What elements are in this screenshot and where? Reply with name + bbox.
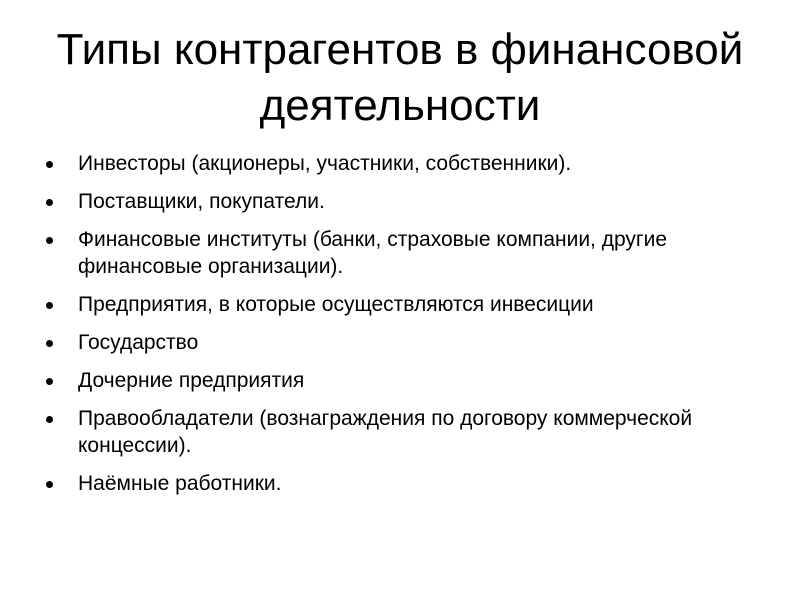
bullet-item-financial-institutions — [44, 226, 764, 280]
bullet-item-state — [44, 329, 764, 356]
bullet-icon — [46, 378, 53, 385]
bullet-list — [44, 150, 764, 508]
bullet-icon — [46, 199, 53, 206]
bullet-text: Инвесторы (акционеры, участники, собственники). — [78, 152, 572, 175]
bullet-item-investors — [44, 150, 764, 177]
bullet-text: Финансовые институты (банки, страховые компании, другие финансовые организации). — [78, 228, 667, 278]
bullet-text: Предприятия, в которые осуществляются инвесиции — [78, 293, 594, 316]
bullet-item-rightholders — [44, 405, 764, 459]
bullet-icon — [46, 416, 53, 423]
bullet-icon — [46, 340, 53, 347]
bullet-icon — [46, 481, 53, 488]
bullet-text: Правообладатели (вознаграждения по договору коммерческой концессии). — [78, 407, 693, 457]
bullet-item-suppliers — [44, 188, 764, 215]
bullet-text: Наёмные работники. — [78, 472, 282, 495]
bullet-icon — [46, 161, 53, 168]
bullet-item-investee-enterprises — [44, 291, 764, 318]
bullet-icon — [46, 237, 53, 244]
bullet-text: Государство — [78, 331, 199, 354]
bullet-item-employees — [44, 470, 764, 497]
bullet-item-subsidiaries — [44, 367, 764, 394]
bullet-text: Дочерние предприятия — [78, 369, 305, 392]
slide-title: Типы контрагентов в финансовой деятельности — [56, 25, 744, 130]
bullet-text: Поставщики, покупатели. — [78, 190, 325, 213]
bullet-icon — [46, 302, 53, 309]
